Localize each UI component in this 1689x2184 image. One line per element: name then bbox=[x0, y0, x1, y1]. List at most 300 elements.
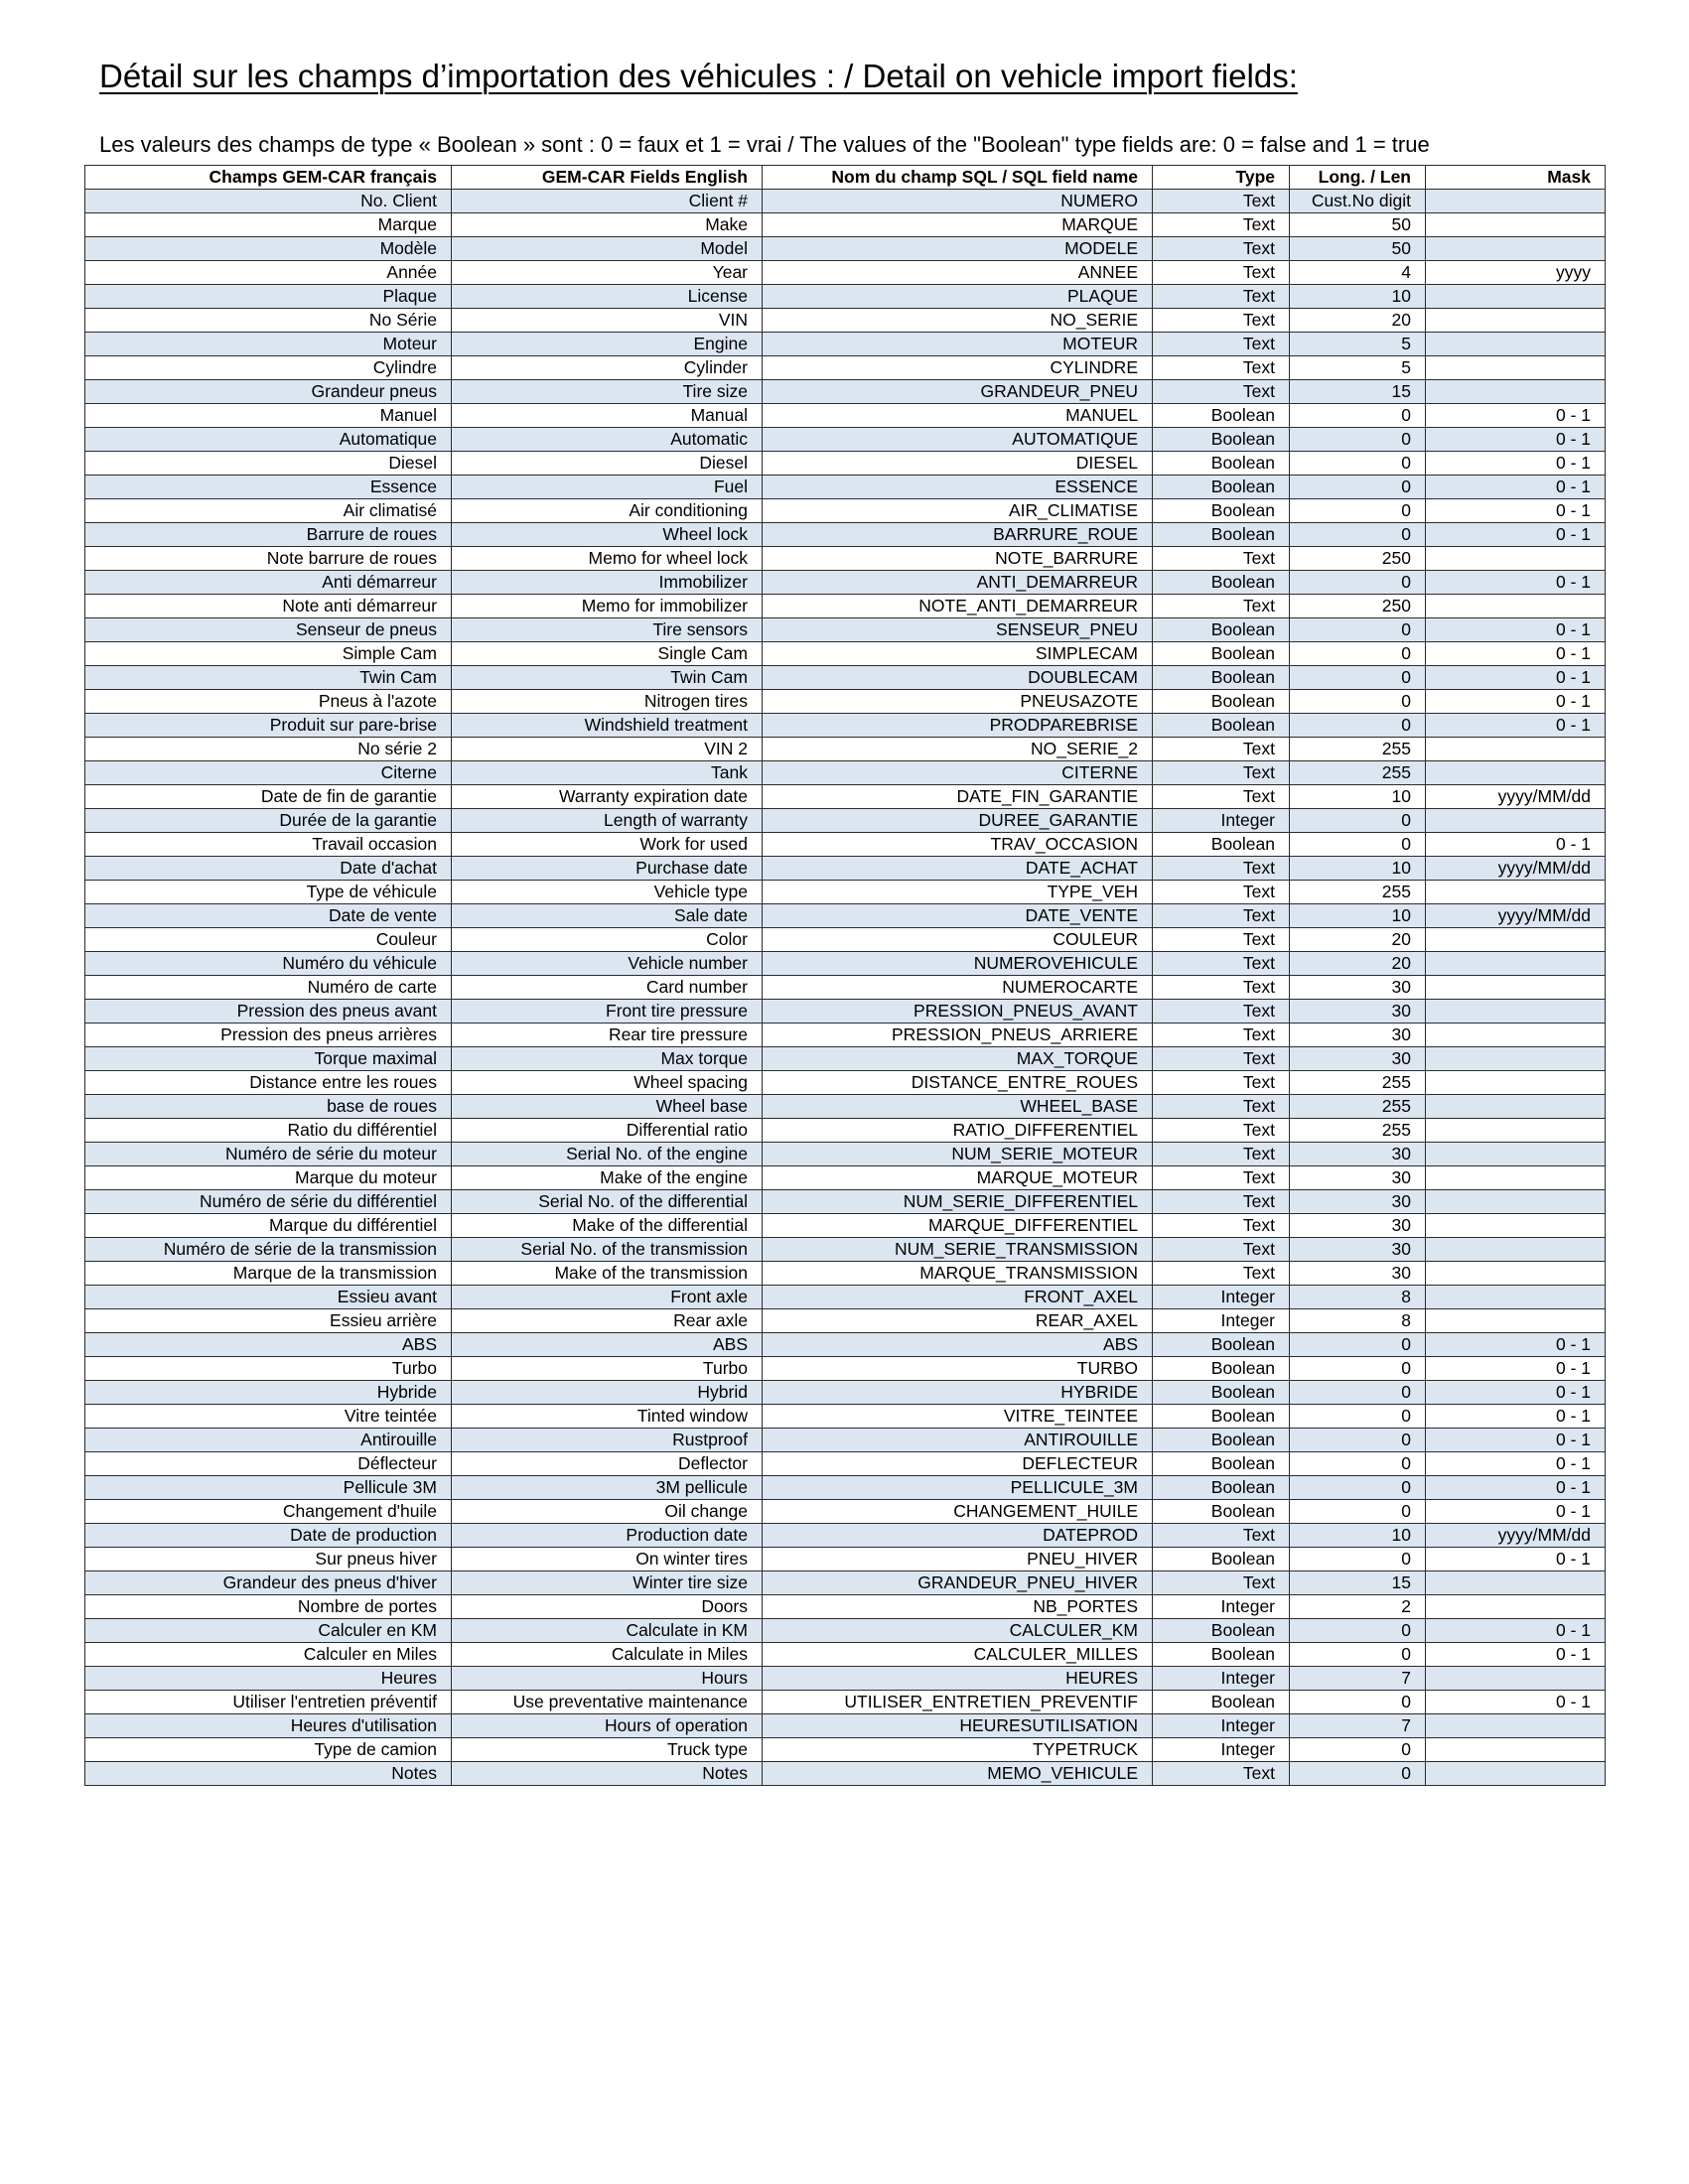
table-row bbox=[85, 476, 1606, 499]
table-row bbox=[85, 1238, 1606, 1262]
cell-length: 0 bbox=[1290, 618, 1426, 642]
cell-length: 8 bbox=[1290, 1286, 1426, 1309]
cell-french-field: Travail occasion bbox=[85, 833, 452, 857]
cell-sql-field: DOUBLECAM bbox=[763, 666, 1153, 690]
header-french-field: Champs GEM-CAR français bbox=[85, 166, 452, 190]
cell-french-field: No série 2 bbox=[85, 738, 452, 761]
table-row bbox=[85, 547, 1606, 571]
cell-english-field: Production date bbox=[452, 1524, 763, 1548]
cell-mask: 0 - 1 bbox=[1426, 476, 1606, 499]
cell-mask: 0 - 1 bbox=[1426, 1643, 1606, 1667]
cell-sql-field: DISTANCE_ENTRE_ROUES bbox=[763, 1071, 1153, 1095]
cell-sql-field: ANTIROUILLE bbox=[763, 1429, 1153, 1452]
table-row bbox=[85, 666, 1606, 690]
cell-french-field: Automatique bbox=[85, 428, 452, 452]
cell-english-field: Immobilizer bbox=[452, 571, 763, 595]
cell-french-field: No Série bbox=[85, 309, 452, 333]
table-row bbox=[85, 499, 1606, 523]
cell-sql-field: MARQUE_DIFFERENTIEL bbox=[763, 1214, 1153, 1238]
cell-length: 0 bbox=[1290, 1357, 1426, 1381]
cell-english-field: Max torque bbox=[452, 1047, 763, 1071]
table-row bbox=[85, 309, 1606, 333]
cell-sql-field: CITERNE bbox=[763, 761, 1153, 785]
table-row bbox=[85, 1381, 1606, 1405]
table-row bbox=[85, 1214, 1606, 1238]
cell-french-field: Essence bbox=[85, 476, 452, 499]
cell-sql-field: PRESSION_PNEUS_ARRIERE bbox=[763, 1024, 1153, 1047]
cell-sql-field: DUREE_GARANTIE bbox=[763, 809, 1153, 833]
cell-type: Text bbox=[1153, 380, 1290, 404]
cell-french-field: Anti démarreur bbox=[85, 571, 452, 595]
cell-french-field: Essieu avant bbox=[85, 1286, 452, 1309]
cell-english-field: Tire sensors bbox=[452, 618, 763, 642]
cell-english-field: Notes bbox=[452, 1762, 763, 1786]
cell-sql-field: DEFLECTEUR bbox=[763, 1452, 1153, 1476]
cell-mask: 0 - 1 bbox=[1426, 404, 1606, 428]
table-row bbox=[85, 452, 1606, 476]
cell-mask bbox=[1426, 356, 1606, 380]
cell-french-field: Vitre teintée bbox=[85, 1405, 452, 1429]
cell-type: Boolean bbox=[1153, 714, 1290, 738]
cell-length: 0 bbox=[1290, 1405, 1426, 1429]
cell-sql-field: TRAV_OCCASION bbox=[763, 833, 1153, 857]
table-row bbox=[85, 356, 1606, 380]
cell-mask: yyyy/MM/dd bbox=[1426, 785, 1606, 809]
cell-length: 30 bbox=[1290, 1214, 1426, 1238]
cell-length: 255 bbox=[1290, 881, 1426, 904]
cell-mask bbox=[1426, 1047, 1606, 1071]
cell-mask: 0 - 1 bbox=[1426, 452, 1606, 476]
table-row bbox=[85, 1452, 1606, 1476]
cell-french-field: Turbo bbox=[85, 1357, 452, 1381]
header-type: Type bbox=[1153, 166, 1290, 190]
table-row bbox=[85, 642, 1606, 666]
cell-english-field: Year bbox=[452, 261, 763, 285]
cell-type: Text bbox=[1153, 261, 1290, 285]
cell-english-field: Hybrid bbox=[452, 1381, 763, 1405]
cell-length: 0 bbox=[1290, 1643, 1426, 1667]
cell-length: 255 bbox=[1290, 1095, 1426, 1119]
cell-english-field: Make of the differential bbox=[452, 1214, 763, 1238]
cell-mask: 0 - 1 bbox=[1426, 1619, 1606, 1643]
cell-english-field: Serial No. of the transmission bbox=[452, 1238, 763, 1262]
cell-mask: yyyy/MM/dd bbox=[1426, 904, 1606, 928]
cell-type: Text bbox=[1153, 1143, 1290, 1166]
cell-type: Integer bbox=[1153, 1309, 1290, 1333]
cell-sql-field: AUTOMATIQUE bbox=[763, 428, 1153, 452]
cell-type: Integer bbox=[1153, 1738, 1290, 1762]
cell-french-field: Plaque bbox=[85, 285, 452, 309]
cell-french-field: Note anti démarreur bbox=[85, 595, 452, 618]
cell-english-field: Sale date bbox=[452, 904, 763, 928]
cell-english-field: Wheel base bbox=[452, 1095, 763, 1119]
cell-type: Boolean bbox=[1153, 476, 1290, 499]
cell-mask: yyyy bbox=[1426, 261, 1606, 285]
cell-type: Boolean bbox=[1153, 1381, 1290, 1405]
cell-length: 0 bbox=[1290, 1691, 1426, 1714]
cell-type: Text bbox=[1153, 333, 1290, 356]
cell-english-field: Engine bbox=[452, 333, 763, 356]
cell-mask bbox=[1426, 190, 1606, 213]
cell-length: 0 bbox=[1290, 571, 1426, 595]
cell-mask bbox=[1426, 1000, 1606, 1024]
cell-length: 0 bbox=[1290, 1619, 1426, 1643]
cell-mask: yyyy/MM/dd bbox=[1426, 857, 1606, 881]
cell-length: 30 bbox=[1290, 1166, 1426, 1190]
cell-english-field: Front axle bbox=[452, 1286, 763, 1309]
header-mask: Mask bbox=[1426, 166, 1606, 190]
cell-sql-field: PRODPAREBRISE bbox=[763, 714, 1153, 738]
cell-mask: 0 - 1 bbox=[1426, 1381, 1606, 1405]
cell-type: Boolean bbox=[1153, 1619, 1290, 1643]
table-row bbox=[85, 571, 1606, 595]
table-row bbox=[85, 1476, 1606, 1500]
header-length: Long. / Len bbox=[1290, 166, 1426, 190]
cell-english-field: Calculate in Miles bbox=[452, 1643, 763, 1667]
cell-sql-field: GRANDEUR_PNEU bbox=[763, 380, 1153, 404]
table-row bbox=[85, 285, 1606, 309]
cell-mask: 0 - 1 bbox=[1426, 1333, 1606, 1357]
cell-english-field: Tire size bbox=[452, 380, 763, 404]
cell-sql-field: MODELE bbox=[763, 237, 1153, 261]
cell-sql-field: COULEUR bbox=[763, 928, 1153, 952]
table-row bbox=[85, 1333, 1606, 1357]
cell-sql-field: MARQUE_TRANSMISSION bbox=[763, 1262, 1153, 1286]
cell-length: 20 bbox=[1290, 928, 1426, 952]
table-row bbox=[85, 1143, 1606, 1166]
cell-french-field: Type de véhicule bbox=[85, 881, 452, 904]
cell-length: 0 bbox=[1290, 690, 1426, 714]
cell-french-field: Numéro de série de la transmission bbox=[85, 1238, 452, 1262]
cell-french-field: Numéro de série du moteur bbox=[85, 1143, 452, 1166]
cell-english-field: Deflector bbox=[452, 1452, 763, 1476]
cell-type: Text bbox=[1153, 190, 1290, 213]
cell-length: 0 bbox=[1290, 1738, 1426, 1762]
cell-sql-field: MANUEL bbox=[763, 404, 1153, 428]
cell-type: Text bbox=[1153, 1166, 1290, 1190]
cell-type: Boolean bbox=[1153, 690, 1290, 714]
cell-english-field: Model bbox=[452, 237, 763, 261]
cell-length: 30 bbox=[1290, 1047, 1426, 1071]
vehicle-fields-table bbox=[84, 165, 1606, 1786]
cell-length: 5 bbox=[1290, 356, 1426, 380]
cell-type: Text bbox=[1153, 1000, 1290, 1024]
cell-mask bbox=[1426, 952, 1606, 976]
table-row bbox=[85, 428, 1606, 452]
cell-sql-field: CHANGEMENT_HUILE bbox=[763, 1500, 1153, 1524]
cell-mask: 0 - 1 bbox=[1426, 571, 1606, 595]
cell-mask: yyyy/MM/dd bbox=[1426, 1524, 1606, 1548]
cell-length: 10 bbox=[1290, 285, 1426, 309]
cell-type: Text bbox=[1153, 309, 1290, 333]
table-row bbox=[85, 333, 1606, 356]
cell-french-field: No. Client bbox=[85, 190, 452, 213]
cell-english-field: Memo for wheel lock bbox=[452, 547, 763, 571]
cell-mask: 0 - 1 bbox=[1426, 1405, 1606, 1429]
cell-french-field: Essieu arrière bbox=[85, 1309, 452, 1333]
cell-mask bbox=[1426, 1143, 1606, 1166]
cell-length: 0 bbox=[1290, 1429, 1426, 1452]
cell-sql-field: TYPE_VEH bbox=[763, 881, 1153, 904]
cell-length: 2 bbox=[1290, 1595, 1426, 1619]
cell-french-field: Moteur bbox=[85, 333, 452, 356]
cell-sql-field: DIESEL bbox=[763, 452, 1153, 476]
cell-french-field: Torque maximal bbox=[85, 1047, 452, 1071]
cell-english-field: Rear tire pressure bbox=[452, 1024, 763, 1047]
cell-french-field: Marque bbox=[85, 213, 452, 237]
cell-type: Integer bbox=[1153, 1286, 1290, 1309]
table-row bbox=[85, 857, 1606, 881]
cell-sql-field: MARQUE bbox=[763, 213, 1153, 237]
cell-english-field: Hours bbox=[452, 1667, 763, 1691]
cell-type: Integer bbox=[1153, 809, 1290, 833]
cell-mask: 0 - 1 bbox=[1426, 523, 1606, 547]
cell-length: 0 bbox=[1290, 833, 1426, 857]
table-row bbox=[85, 1024, 1606, 1047]
cell-mask bbox=[1426, 1166, 1606, 1190]
cell-type: Boolean bbox=[1153, 571, 1290, 595]
cell-type: Integer bbox=[1153, 1714, 1290, 1738]
cell-sql-field: MARQUE_MOTEUR bbox=[763, 1166, 1153, 1190]
cell-french-field: Calculer en KM bbox=[85, 1619, 452, 1643]
cell-type: Text bbox=[1153, 1190, 1290, 1214]
cell-sql-field: GRANDEUR_PNEU_HIVER bbox=[763, 1571, 1153, 1595]
cell-english-field: Vehicle type bbox=[452, 881, 763, 904]
cell-french-field: Date de production bbox=[85, 1524, 452, 1548]
table-row bbox=[85, 809, 1606, 833]
cell-length: 250 bbox=[1290, 595, 1426, 618]
table-row bbox=[85, 1190, 1606, 1214]
cell-mask bbox=[1426, 380, 1606, 404]
cell-french-field: Air climatisé bbox=[85, 499, 452, 523]
table-row bbox=[85, 952, 1606, 976]
cell-french-field: Déflecteur bbox=[85, 1452, 452, 1476]
cell-type: Text bbox=[1153, 1214, 1290, 1238]
cell-length: 0 bbox=[1290, 452, 1426, 476]
table-row bbox=[85, 738, 1606, 761]
cell-type: Integer bbox=[1153, 1667, 1290, 1691]
table-row bbox=[85, 1595, 1606, 1619]
table-row bbox=[85, 1762, 1606, 1786]
cell-mask bbox=[1426, 333, 1606, 356]
cell-mask bbox=[1426, 1309, 1606, 1333]
cell-english-field: Memo for immobilizer bbox=[452, 595, 763, 618]
cell-english-field: VIN bbox=[452, 309, 763, 333]
cell-english-field: Length of warranty bbox=[452, 809, 763, 833]
cell-length: 50 bbox=[1290, 237, 1426, 261]
cell-length: 0 bbox=[1290, 642, 1426, 666]
cell-french-field: Numéro de série du différentiel bbox=[85, 1190, 452, 1214]
table-row bbox=[85, 237, 1606, 261]
cell-type: Text bbox=[1153, 1262, 1290, 1286]
cell-type: Text bbox=[1153, 928, 1290, 952]
table-row bbox=[85, 714, 1606, 738]
cell-english-field: Tinted window bbox=[452, 1405, 763, 1429]
cell-mask bbox=[1426, 1762, 1606, 1786]
cell-french-field: Cylindre bbox=[85, 356, 452, 380]
table-row bbox=[85, 1095, 1606, 1119]
cell-sql-field: AIR_CLIMATISE bbox=[763, 499, 1153, 523]
page-title: Détail sur les champs d’importation des véhicules : / Detail on vehicle import fields: bbox=[99, 58, 1298, 94]
cell-french-field: Couleur bbox=[85, 928, 452, 952]
cell-mask: 0 - 1 bbox=[1426, 1429, 1606, 1452]
table-row bbox=[85, 1643, 1606, 1667]
cell-mask bbox=[1426, 928, 1606, 952]
cell-length: 255 bbox=[1290, 1071, 1426, 1095]
cell-sql-field: CALCULER_MILLES bbox=[763, 1643, 1153, 1667]
cell-mask: 0 - 1 bbox=[1426, 428, 1606, 452]
cell-sql-field: HEURES bbox=[763, 1667, 1153, 1691]
cell-french-field: Année bbox=[85, 261, 452, 285]
table-row bbox=[85, 1738, 1606, 1762]
cell-english-field: Make of the transmission bbox=[452, 1262, 763, 1286]
cell-length: 15 bbox=[1290, 380, 1426, 404]
table-row bbox=[85, 1309, 1606, 1333]
cell-french-field: Distance entre les roues bbox=[85, 1071, 452, 1095]
cell-length: 0 bbox=[1290, 404, 1426, 428]
cell-english-field: Front tire pressure bbox=[452, 1000, 763, 1024]
cell-length: 20 bbox=[1290, 952, 1426, 976]
cell-mask: 0 - 1 bbox=[1426, 1548, 1606, 1571]
cell-french-field: Heures d'utilisation bbox=[85, 1714, 452, 1738]
table-row bbox=[85, 1262, 1606, 1286]
table-row bbox=[85, 1714, 1606, 1738]
cell-mask: 0 - 1 bbox=[1426, 1452, 1606, 1476]
cell-length: 0 bbox=[1290, 499, 1426, 523]
cell-type: Boolean bbox=[1153, 618, 1290, 642]
cell-english-field: Oil change bbox=[452, 1500, 763, 1524]
boolean-note: Les valeurs des champs de type « Boolean » sont : 0 = faux et 1 = vrai / The values of the "Boolean" type fields are: 0 = false and 1 = true bbox=[99, 132, 1430, 157]
cell-english-field: Rustproof bbox=[452, 1429, 763, 1452]
cell-mask: 0 - 1 bbox=[1426, 690, 1606, 714]
cell-english-field: Diesel bbox=[452, 452, 763, 476]
cell-french-field: Changement d'huile bbox=[85, 1500, 452, 1524]
cell-french-field: ABS bbox=[85, 1333, 452, 1357]
cell-type: Text bbox=[1153, 1119, 1290, 1143]
cell-length: 30 bbox=[1290, 1262, 1426, 1286]
cell-french-field: Citerne bbox=[85, 761, 452, 785]
table-row bbox=[85, 261, 1606, 285]
cell-sql-field: NB_PORTES bbox=[763, 1595, 1153, 1619]
header-english-field: GEM-CAR Fields English bbox=[452, 166, 763, 190]
cell-sql-field: PRESSION_PNEUS_AVANT bbox=[763, 1000, 1153, 1024]
cell-mask: 0 - 1 bbox=[1426, 618, 1606, 642]
cell-mask bbox=[1426, 213, 1606, 237]
cell-type: Boolean bbox=[1153, 666, 1290, 690]
cell-french-field: Grandeur des pneus d'hiver bbox=[85, 1571, 452, 1595]
cell-french-field: Type de camion bbox=[85, 1738, 452, 1762]
cell-length: 4 bbox=[1290, 261, 1426, 285]
cell-sql-field: HEURESUTILISATION bbox=[763, 1714, 1153, 1738]
cell-french-field: Numéro du véhicule bbox=[85, 952, 452, 976]
cell-length: 255 bbox=[1290, 1119, 1426, 1143]
cell-type: Text bbox=[1153, 976, 1290, 1000]
cell-french-field: Marque du différentiel bbox=[85, 1214, 452, 1238]
cell-sql-field: CALCULER_KM bbox=[763, 1619, 1153, 1643]
cell-english-field: Doors bbox=[452, 1595, 763, 1619]
table-row bbox=[85, 380, 1606, 404]
table-row bbox=[85, 404, 1606, 428]
table-row bbox=[85, 785, 1606, 809]
cell-english-field: 3M pellicule bbox=[452, 1476, 763, 1500]
cell-sql-field: ABS bbox=[763, 1333, 1153, 1357]
cell-french-field: Sur pneus hiver bbox=[85, 1548, 452, 1571]
cell-length: 50 bbox=[1290, 213, 1426, 237]
cell-type: Boolean bbox=[1153, 404, 1290, 428]
cell-english-field: Color bbox=[452, 928, 763, 952]
table-row bbox=[85, 190, 1606, 213]
cell-mask: 0 - 1 bbox=[1426, 714, 1606, 738]
cell-mask bbox=[1426, 1024, 1606, 1047]
cell-type: Text bbox=[1153, 904, 1290, 928]
cell-sql-field: NUM_SERIE_TRANSMISSION bbox=[763, 1238, 1153, 1262]
table-row bbox=[85, 1071, 1606, 1095]
cell-sql-field: WHEEL_BASE bbox=[763, 1095, 1153, 1119]
cell-type: Text bbox=[1153, 1238, 1290, 1262]
cell-sql-field: ESSENCE bbox=[763, 476, 1153, 499]
cell-mask: 0 - 1 bbox=[1426, 499, 1606, 523]
cell-french-field: Note barrure de roues bbox=[85, 547, 452, 571]
cell-sql-field: DATE_FIN_GARANTIE bbox=[763, 785, 1153, 809]
table-row bbox=[85, 1691, 1606, 1714]
cell-french-field: Modèle bbox=[85, 237, 452, 261]
cell-english-field: Make bbox=[452, 213, 763, 237]
cell-type: Text bbox=[1153, 761, 1290, 785]
cell-french-field: Date de fin de garantie bbox=[85, 785, 452, 809]
cell-type: Text bbox=[1153, 738, 1290, 761]
cell-english-field: Single Cam bbox=[452, 642, 763, 666]
cell-english-field: Vehicle number bbox=[452, 952, 763, 976]
cell-length: 10 bbox=[1290, 857, 1426, 881]
table-row bbox=[85, 1357, 1606, 1381]
cell-french-field: Durée de la garantie bbox=[85, 809, 452, 833]
cell-french-field: Diesel bbox=[85, 452, 452, 476]
cell-sql-field: SIMPLECAM bbox=[763, 642, 1153, 666]
cell-french-field: Calculer en Miles bbox=[85, 1643, 452, 1667]
cell-type: Boolean bbox=[1153, 523, 1290, 547]
cell-length: 0 bbox=[1290, 1762, 1426, 1786]
cell-mask bbox=[1426, 237, 1606, 261]
cell-mask bbox=[1426, 976, 1606, 1000]
cell-sql-field: PNEUSAZOTE bbox=[763, 690, 1153, 714]
cell-mask bbox=[1426, 1595, 1606, 1619]
cell-french-field: Grandeur pneus bbox=[85, 380, 452, 404]
cell-english-field: Serial No. of the engine bbox=[452, 1143, 763, 1166]
cell-sql-field: ANNEE bbox=[763, 261, 1153, 285]
cell-type: Text bbox=[1153, 213, 1290, 237]
cell-length: 0 bbox=[1290, 1500, 1426, 1524]
cell-english-field: Cylinder bbox=[452, 356, 763, 380]
cell-length: 7 bbox=[1290, 1714, 1426, 1738]
cell-length: 20 bbox=[1290, 309, 1426, 333]
cell-length: 0 bbox=[1290, 1381, 1426, 1405]
cell-type: Boolean bbox=[1153, 833, 1290, 857]
cell-sql-field: HYBRIDE bbox=[763, 1381, 1153, 1405]
cell-french-field: Utiliser l'entretien préventif bbox=[85, 1691, 452, 1714]
cell-mask bbox=[1426, 309, 1606, 333]
cell-sql-field: RATIO_DIFFERENTIEL bbox=[763, 1119, 1153, 1143]
cell-length: 30 bbox=[1290, 1024, 1426, 1047]
cell-length: 0 bbox=[1290, 1333, 1426, 1357]
cell-length: 255 bbox=[1290, 738, 1426, 761]
cell-type: Boolean bbox=[1153, 1452, 1290, 1476]
cell-length: 0 bbox=[1290, 428, 1426, 452]
cell-sql-field: PELLICULE_3M bbox=[763, 1476, 1153, 1500]
cell-sql-field: MAX_TORQUE bbox=[763, 1047, 1153, 1071]
table-row bbox=[85, 1119, 1606, 1143]
table-row bbox=[85, 1500, 1606, 1524]
cell-sql-field: TURBO bbox=[763, 1357, 1153, 1381]
